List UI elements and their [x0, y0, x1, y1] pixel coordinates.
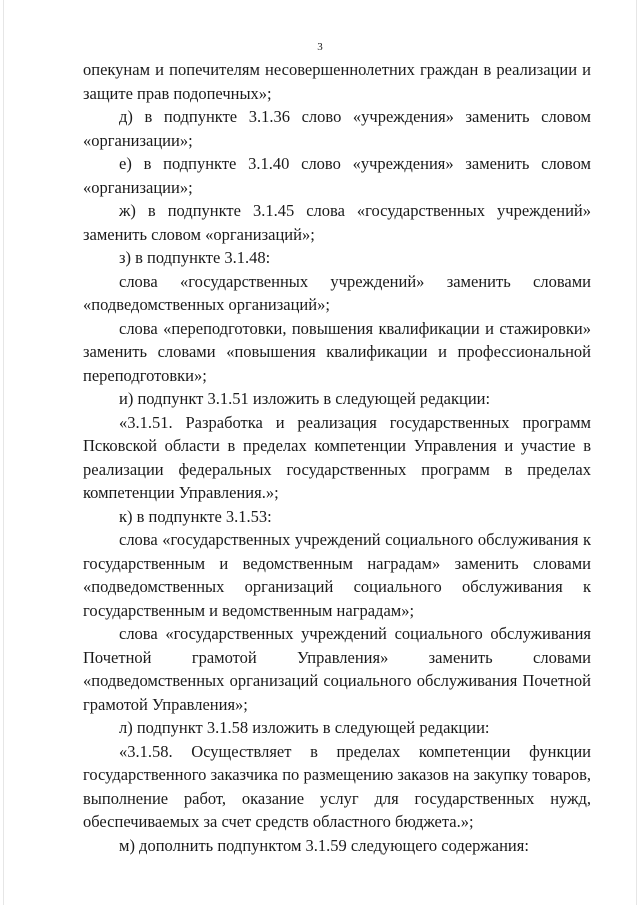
paragraph-item-z-sub1: слова «государственных учреждений» заменить словами «подведомственных организаций»;	[83, 271, 591, 314]
paragraph-item-i: и) подпункт 3.1.51 изложить в следующей редакции:	[119, 389, 491, 408]
paragraph-item-k: к) в подпункте 3.1.53:	[119, 506, 272, 526]
paragraph-item-k-sub1: слова «государственных учреждений социального обслуживания к государственным и ведомственным наградам» заменить словами «подведомственных организаций социального обслуживания к государственным и ведомственным наградам»;	[83, 530, 591, 620]
paragraph-item-k-sub2: слова «государственных учреждений социального обслуживания Почетной грамотой Управления» заменить словами «подведомственных организаций социального обслуживания Почетной грамотой Управления»;	[83, 624, 591, 714]
paragraph-item-z-sub2: слова «переподготовки, повышения квалификации и стажировки» заменить словами «повышения квалификации и профессиональной переподготовки»;	[83, 318, 591, 385]
page-number: 3	[317, 41, 323, 53]
paragraph-item-l: л) подпункт 3.1.58 изложить в следующей редакции:	[119, 718, 490, 737]
paragraph-continuation: опекунам и попечителям несовершеннолетних граждан в реализации и защите прав подопечных»;	[83, 60, 591, 103]
paragraph-item-zh: ж) в подпункте 3.1.45 слова «государственных учреждений» заменить словом «организаций»;	[83, 201, 591, 244]
paragraph-item-i-text: «3.1.51. Разработка и реализация государственных программ Псковской области в пределах компетенции Управления и участие в реализации федеральных государственных программ в пределах компетенции Управления.»;	[83, 412, 591, 502]
paragraph-item-z: з) в подпункте 3.1.48:	[119, 248, 271, 267]
paragraph-item-m: м) дополнить подпунктом 3.1.59 следующего содержания:	[119, 835, 529, 855]
document-body	[83, 58, 591, 857]
scan-edge-left	[3, 0, 4, 905]
paragraph-item-e: е) в подпункте 3.1.40 слово «учреждения» заменить словом «организации»;	[83, 154, 591, 197]
scan-edge-right	[636, 0, 637, 905]
paragraph-item-d: д) в подпункте 3.1.36 слово «учреждения» заменить словом «организации»;	[83, 107, 591, 150]
paragraph-item-l-text: «3.1.58. Осуществляет в пределах компетенции функции государственного заказчика по размещению заказов на закупку товаров, выполнение работ, оказание услуг для государственных нужд, обеспечиваемых за счет средств областного бюджета.»;	[83, 741, 591, 831]
